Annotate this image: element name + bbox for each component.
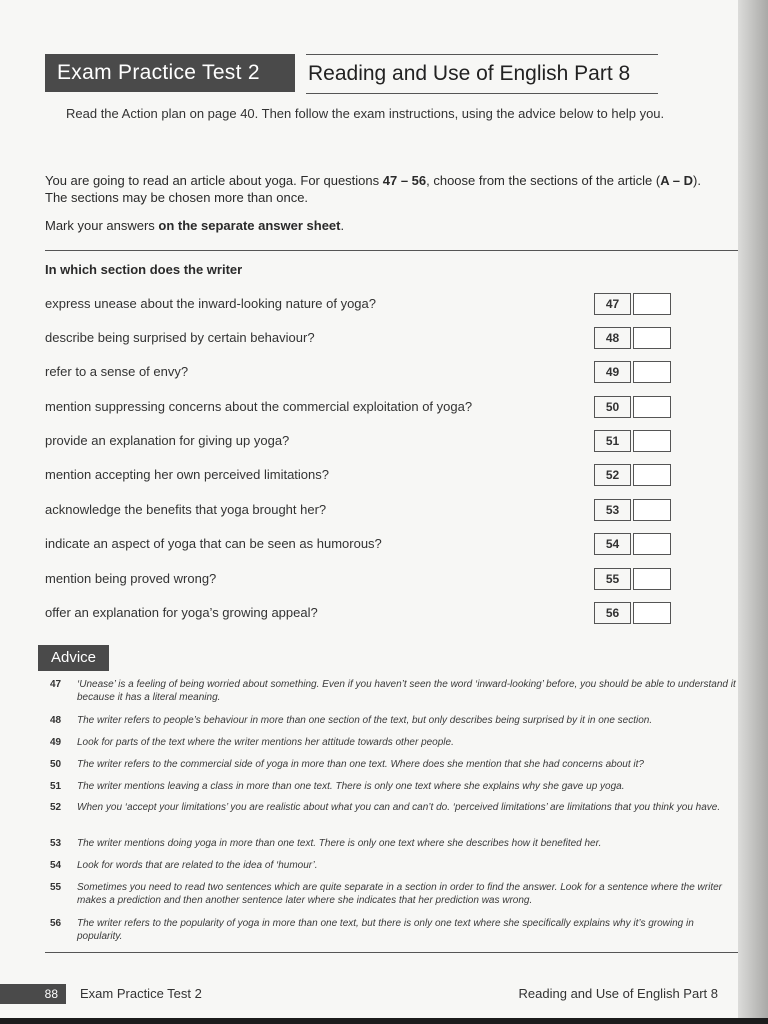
footer-test-title: Exam Practice Test 2 [80, 986, 202, 1001]
question-row [45, 430, 685, 452]
section-range: A – D [660, 173, 693, 188]
answer-box[interactable] [633, 499, 671, 521]
advice-text: Look for parts of the text where the writer mentions her attitude towards other people. [77, 737, 454, 748]
question-row [45, 361, 685, 383]
question-number: 51 [594, 430, 631, 452]
advice-number: 47 [50, 679, 62, 690]
answer-box[interactable] [633, 293, 671, 315]
answer-box[interactable] [633, 430, 671, 452]
divider [45, 250, 748, 251]
question-row [45, 396, 685, 418]
advice-number: 54 [50, 860, 62, 871]
question-number: 49 [594, 361, 631, 383]
answer-box[interactable] [633, 533, 671, 555]
advice-number: 56 [50, 918, 62, 929]
mark-bold: on the separate answer sheet [158, 218, 341, 233]
answer-box[interactable] [633, 464, 671, 486]
answer-box[interactable] [633, 396, 671, 418]
answer-box[interactable] [633, 568, 671, 590]
question-range: 47 – 56 [382, 173, 427, 188]
task-text-mid: , choose from the sections of the article ( [426, 173, 661, 188]
question-number: 50 [594, 396, 631, 418]
question-row [45, 464, 685, 486]
advice-number: 49 [50, 737, 62, 748]
advice-number: 50 [50, 759, 62, 770]
question-number: 47 [594, 293, 631, 315]
advice-number: 53 [50, 838, 62, 849]
advice-text: The writer mentions doing yoga in more than one text. There is only one text where she describes how it benefited her. [77, 838, 602, 849]
question-text: mention being proved wrong? [45, 571, 217, 586]
advice-text: Look for words that are related to the idea of ‘humour’. [77, 860, 318, 871]
question-row [45, 499, 685, 521]
advice-text: The writer refers to the commercial side of yoga in more than one text. Where does she mention that she had concerns about it? [77, 759, 644, 770]
question-number: 55 [594, 568, 631, 590]
mark-text: Mark your answers [45, 218, 159, 233]
task-text: You are going to read an article about yoga. For questions [45, 173, 383, 188]
bottom-edge [0, 1018, 768, 1024]
advice-number: 51 [50, 781, 62, 792]
advice-text: When you ‘accept your limitations’ you are realistic about what you can and can’t do. ‘perceived limitations’ are limitations that you think you have. [77, 802, 721, 813]
question-text: mention accepting her own perceived limitations? [45, 467, 329, 482]
question-number: 56 [594, 602, 631, 624]
page-edge-shadow [738, 0, 768, 1024]
test-title: Exam Practice Test 2 [45, 54, 295, 92]
advice-text: The writer refers to the popularity of yoga in more than one text, but there is only one text where she specifically explains why it’s growing in popularity. [77, 918, 694, 942]
question-text: indicate an aspect of yoga that can be seen as humorous? [45, 536, 382, 551]
part-title: Reading and Use of English Part 8 [306, 54, 658, 94]
answer-box[interactable] [633, 602, 671, 624]
question-row [45, 293, 685, 315]
question-number: 53 [594, 499, 631, 521]
footer-divider [45, 952, 748, 953]
question-number: 54 [594, 533, 631, 555]
intro-instruction: Read the Action plan on page 40. Then follow the exam instructions, using the advice below to help you. [66, 106, 665, 121]
advice-label: Advice [38, 645, 109, 671]
advice-text: ‘Unease’ is a feeling of being worried about something. Even if you haven’t seen the word ‘inward-looking’ before, you should be able to understand it because it has a literal meaning. [77, 679, 736, 703]
task-text-end: ). [692, 173, 701, 188]
question-row [45, 327, 685, 349]
advice-number: 55 [50, 882, 62, 893]
page-number: 88 [0, 984, 66, 1004]
question-text: acknowledge the benefits that yoga brought her? [45, 502, 327, 517]
advice-number: 52 [50, 802, 62, 813]
question-text: refer to a sense of envy? [45, 364, 189, 379]
answer-box[interactable] [633, 327, 671, 349]
advice-text: The writer mentions leaving a class in more than one text. There is only one text where she explains why she gave up yoga. [77, 781, 625, 792]
mark-end: . [340, 218, 345, 233]
question-number: 52 [594, 464, 631, 486]
questions-heading: In which section does the writer [45, 262, 243, 277]
advice-text: The writer refers to people’s behaviour in more than one section of the text, but only describes being surprised by it in one section. [77, 715, 653, 726]
mark-instruction [45, 218, 344, 233]
question-row [45, 602, 685, 624]
question-text: offer an explanation for yoga’s growing appeal? [45, 605, 318, 620]
answer-box[interactable] [633, 361, 671, 383]
question-number: 48 [594, 327, 631, 349]
task-line-2: The sections may be chosen more than once. [45, 190, 309, 205]
question-text: describe being surprised by certain behaviour? [45, 330, 315, 345]
question-text: provide an explanation for giving up yoga? [45, 433, 290, 448]
question-row [45, 533, 685, 555]
advice-number: 48 [50, 715, 62, 726]
question-row [45, 568, 685, 590]
question-text: express unease about the inward-looking nature of yoga? [45, 296, 376, 311]
question-text: mention suppressing concerns about the commercial exploitation of yoga? [45, 399, 473, 414]
advice-text: Sometimes you need to read two sentences which are quite separate in a section in order to find the answer. Look for a sentence where the writer makes a prediction and then another sentence later where she indicates that her prediction was wrong. [77, 882, 722, 906]
footer-part-title: Reading and Use of English Part 8 [518, 986, 718, 1001]
task-instructions [45, 172, 735, 206]
